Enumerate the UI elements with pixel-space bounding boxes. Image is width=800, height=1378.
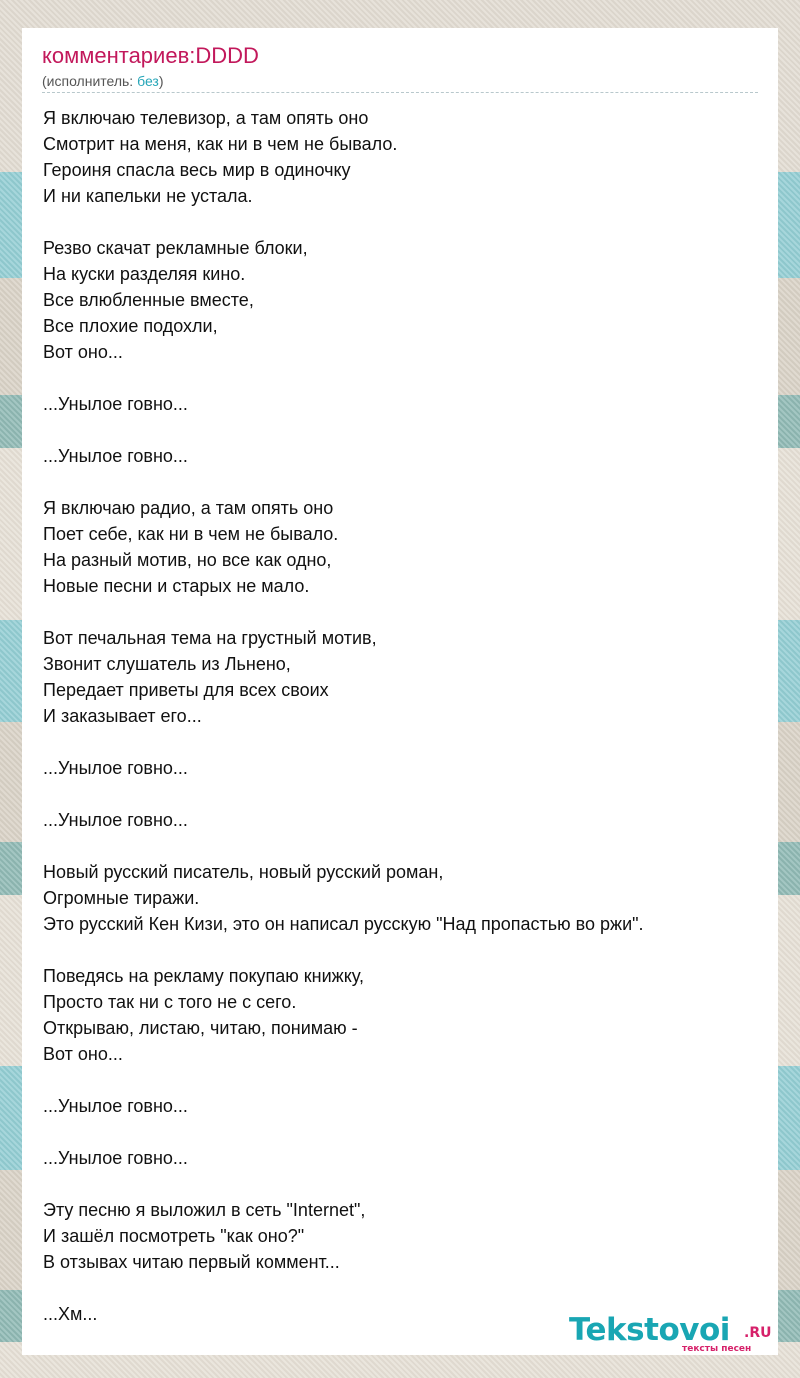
lyric-line: Резво скачат рекламные блоки, (43, 238, 308, 258)
lyric-line: И ни капельки не устала. (43, 186, 253, 206)
lyric-line: ...Хм... (43, 1304, 98, 1324)
lyric-line: На разный мотив, но все как одно, (43, 550, 332, 570)
stanza-gap (43, 937, 763, 963)
lyric-line: ...Унылое говно... (43, 1148, 188, 1168)
stanza-gap (43, 1119, 763, 1145)
lyric-line: Открываю, листаю, читаю, понимаю - (43, 1018, 358, 1038)
lyric-line: Новые песни и старых не мало. (43, 576, 310, 596)
artist-suffix: ) (158, 73, 164, 89)
logo-tagline: тексты песен (682, 1344, 752, 1354)
lyric-line: Поет себе, как ни в чем не бывало. (43, 524, 339, 544)
lyric-line: И заказывает его... (43, 706, 202, 726)
lyric-line: Это русский Кен Кизи, это он написал русскую "Над пропастью во ржи". (43, 914, 644, 934)
lyric-line: ...Унылое говно... (43, 810, 188, 830)
lyric-line: Смотрит на меня, как ни в чем не бывало. (43, 134, 398, 154)
lyric-line: На куски разделяя кино. (43, 264, 246, 284)
stanza-gap (43, 417, 763, 443)
lyric-line: Все влюбленные вместе, (43, 290, 254, 310)
logo-tld: .RU (744, 1325, 772, 1341)
stanza-gap (43, 1275, 763, 1301)
lyric-line: Эту песню я выложил в сеть "Internet", (43, 1200, 366, 1220)
header-divider (42, 92, 758, 93)
stanza-gap (43, 1067, 763, 1093)
stanza-gap (43, 1171, 763, 1197)
lyric-line: ...Унылое говно... (43, 758, 188, 778)
artist-prefix: (исполнитель: (42, 73, 138, 89)
lyric-line: Вот оно... (43, 342, 123, 362)
stanza-gap (43, 365, 763, 391)
lyric-line: Огромные тиражи. (43, 888, 200, 908)
page-title: комментариев:DDDD (42, 43, 259, 68)
stanza-gap (43, 599, 763, 625)
artist-link[interactable]: без (137, 73, 159, 89)
lyric-line: ...Унылое говно... (43, 394, 188, 414)
lyric-line: И зашёл посмотреть "как оно?" (43, 1226, 305, 1246)
lyric-line: Вот печальная тема на грустный мотив, (43, 628, 377, 648)
lyric-line: Новый русский писатель, новый русский роман, (43, 862, 444, 882)
lyrics-text (43, 105, 763, 1327)
lyric-line: Героиня спасла весь мир в одиночку (43, 160, 351, 180)
stanza-gap (43, 209, 763, 235)
lyric-line: Все плохие подохли, (43, 316, 218, 336)
lyric-line: В отзывах читаю первый коммент... (43, 1252, 340, 1272)
lyric-line: Вот оно... (43, 1044, 123, 1064)
lyric-line: ...Унылое говно... (43, 1096, 188, 1116)
stanza-gap (43, 469, 763, 495)
stanza-gap (43, 781, 763, 807)
site-logo[interactable] (569, 1313, 779, 1355)
stanza-gap (43, 833, 763, 859)
lyric-line: Передает приветы для всех своих (43, 680, 329, 700)
lyric-line: ...Унылое говно... (43, 446, 188, 466)
lyric-line: Звонит слушатель из Льнено, (43, 654, 291, 674)
lyric-line: Поведясь на рекламу покупаю книжку, (43, 966, 364, 986)
stanza-gap (43, 729, 763, 755)
lyric-line: Я включаю радио, а там опять оно (43, 498, 334, 518)
lyric-line: Просто так ни с того не с сего. (43, 992, 297, 1012)
artist-line (42, 72, 164, 90)
logo-wordmark: Tekstovoi (569, 1312, 730, 1348)
lyric-line: Я включаю телевизор, а там опять оно (43, 108, 369, 128)
lyrics-card (22, 28, 778, 1355)
